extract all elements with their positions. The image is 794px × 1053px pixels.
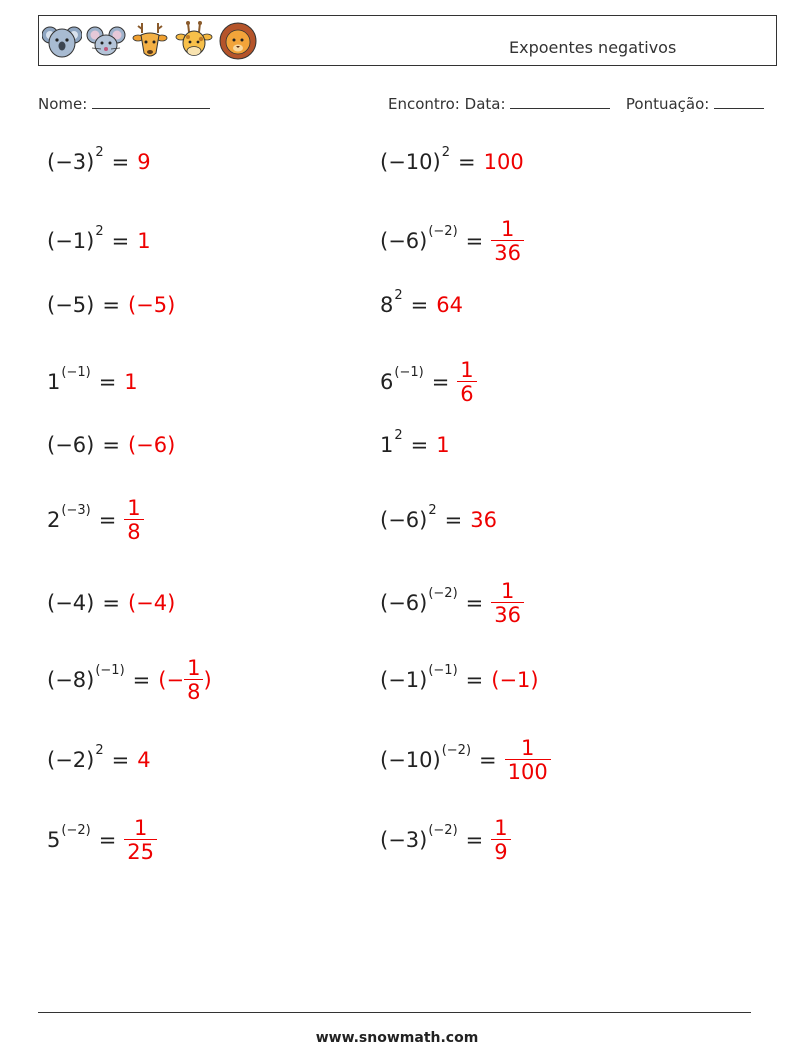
problem-answer: [491, 668, 538, 692]
problem-base: (−3): [380, 828, 428, 852]
problem-answer: [137, 150, 150, 174]
fraction-denominator: 36: [491, 602, 524, 626]
problem-item: [380, 573, 524, 633]
problem-item: [47, 650, 212, 710]
fraction-denominator: 9: [491, 839, 510, 863]
answer-fraction: [491, 580, 524, 626]
problem-answer: [137, 229, 150, 253]
problem-item: [380, 352, 477, 412]
problem-item: [47, 275, 175, 335]
worksheet-title: Expoentes negativos: [509, 38, 677, 57]
problem-answer: [457, 359, 476, 405]
koala-icon: [42, 19, 82, 63]
problem-base: (−5): [47, 293, 95, 317]
problem-base: (−2): [47, 748, 95, 772]
equals-sign: =: [102, 591, 120, 615]
fraction-numerator: 1: [500, 216, 515, 241]
problem-answer: [491, 218, 524, 264]
lion-icon: [218, 19, 258, 63]
answer-fraction: [124, 817, 157, 863]
fraction-denominator: 25: [124, 839, 157, 863]
equals-sign: =: [444, 508, 463, 532]
problem-base: 5: [47, 828, 61, 852]
answer-fraction: [491, 817, 510, 863]
problem-item: [47, 415, 175, 475]
fraction-denominator: 8: [184, 679, 203, 703]
fraction-numerator: 1: [494, 815, 508, 840]
problem-exponent: 2: [428, 502, 437, 518]
fraction-numerator: 1: [500, 578, 515, 603]
equals-sign: =: [111, 150, 130, 174]
answer-fraction: [457, 359, 476, 405]
equals-sign: =: [98, 370, 117, 394]
equals-sign: =: [98, 828, 117, 852]
answer-fraction: [505, 737, 551, 783]
fraction-denominator: 6: [457, 381, 476, 405]
problem-answer: [491, 580, 524, 626]
equals-sign: =: [431, 370, 450, 394]
problem-item: [380, 490, 497, 550]
equals-sign: =: [465, 668, 484, 692]
answer-value: 4: [137, 748, 151, 772]
fraction-denominator: 100: [505, 759, 551, 783]
score-label: Pontuação:: [625, 95, 710, 113]
problem-exponent: (−2): [428, 223, 458, 239]
giraffe-icon: [174, 19, 214, 63]
fraction-numerator: 1: [133, 815, 148, 840]
problem-item: [47, 730, 151, 790]
problem-base: (−1): [380, 668, 428, 692]
problem-exponent: (−1): [394, 364, 424, 380]
answer-suffix: ): [203, 668, 212, 692]
answer-value: 36: [470, 508, 497, 532]
problem-answer: [124, 370, 137, 394]
answer-value: (−4): [127, 591, 176, 615]
problem-base: 2: [47, 508, 61, 532]
problem-item: [47, 573, 175, 633]
answer-fraction: [184, 657, 203, 703]
fraction-numerator: 1: [127, 495, 141, 520]
problem-exponent: (−3): [61, 502, 91, 518]
animal-icons: [42, 19, 258, 63]
problem-exponent: 2: [95, 223, 104, 239]
problem-answer: [137, 748, 150, 772]
equals-sign: =: [132, 668, 151, 692]
problem-base: 6: [380, 370, 394, 394]
answer-value: (−5): [127, 293, 176, 317]
problem-answer: [505, 737, 551, 783]
name-field: [38, 94, 210, 113]
problem-base: (−6): [380, 508, 428, 532]
fraction-numerator: 1: [187, 655, 201, 680]
problem-answer: [128, 433, 175, 457]
problem-item: [380, 275, 463, 335]
mouse-icon: [86, 19, 126, 63]
problem-item: [380, 730, 551, 790]
name-label: Nome:: [38, 95, 88, 113]
fraction-numerator: 1: [520, 735, 535, 760]
problem-exponent: (−1): [95, 662, 125, 678]
problem-answer: [470, 508, 497, 532]
equals-sign: =: [465, 828, 484, 852]
problem-item: [47, 810, 157, 870]
encounter-label: Encontro:: [388, 95, 460, 113]
name-blank: [92, 94, 210, 109]
worksheet-header: [38, 15, 777, 66]
problem-exponent: 2: [441, 144, 450, 160]
answer-value: 100: [483, 150, 524, 174]
answer-value: (−1): [491, 668, 539, 692]
score-blank: [714, 94, 764, 109]
answer-prefix: (−: [158, 668, 185, 692]
equals-sign: =: [410, 433, 429, 457]
answer-value: 64: [436, 293, 463, 317]
problem-answer: [436, 433, 449, 457]
problem-exponent: 2: [394, 287, 403, 303]
problem-base: (−6): [380, 591, 428, 615]
problem-base: (−6): [47, 433, 95, 457]
problem-item: [47, 490, 144, 550]
date-label: Data:: [464, 95, 506, 113]
problem-exponent: (−2): [428, 822, 458, 838]
footer-url: www.snowmath.com: [315, 1030, 479, 1046]
problem-item: [47, 352, 138, 412]
equals-sign: =: [98, 508, 117, 532]
problem-base: (−8): [47, 668, 95, 692]
problem-item: [380, 211, 524, 271]
problem-exponent: (−2): [61, 822, 91, 838]
problem-answer: [128, 293, 175, 317]
answer-value: 1: [124, 370, 138, 394]
equals-sign: =: [465, 229, 484, 253]
problem-item: [380, 132, 524, 192]
date-blank: [510, 94, 610, 109]
answer-value: 1: [137, 229, 151, 253]
equals-sign: =: [111, 229, 130, 253]
problem-base: (−10): [380, 748, 441, 772]
problem-exponent: 2: [95, 742, 104, 758]
problem-item: [380, 650, 539, 710]
problem-answer: [124, 497, 143, 543]
problem-item: [47, 132, 151, 192]
problem-base: (−1): [47, 229, 95, 253]
problem-base: (−3): [47, 150, 95, 174]
fraction-denominator: 36: [491, 240, 524, 264]
problem-answer: [436, 293, 463, 317]
problem-exponent: (−2): [441, 742, 472, 758]
equals-sign: =: [102, 293, 120, 317]
answer-fraction: [491, 218, 524, 264]
answer-fraction: [124, 497, 143, 543]
problem-base: (−10): [380, 150, 441, 174]
deer-icon: [130, 19, 170, 63]
problem-item: [380, 415, 450, 475]
encounter-date-score: [388, 94, 764, 113]
problem-base: 8: [380, 293, 394, 317]
answer-value: 9: [137, 150, 151, 174]
answer-value: (−6): [127, 433, 176, 457]
problem-base: 1: [380, 433, 394, 457]
fraction-denominator: 8: [124, 519, 143, 543]
problem-base: 1: [47, 370, 61, 394]
equals-sign: =: [479, 748, 497, 772]
problem-answer: [128, 591, 175, 615]
problem-item: [380, 810, 511, 870]
equals-sign: =: [465, 591, 484, 615]
problem-base: (−4): [47, 591, 95, 615]
equals-sign: =: [410, 293, 429, 317]
equals-sign: =: [111, 748, 130, 772]
footer-divider: [38, 1012, 751, 1013]
problem-answer: [491, 817, 510, 863]
problem-exponent: (−1): [428, 662, 458, 678]
problem-exponent: (−1): [61, 364, 91, 380]
answer-value: 1: [436, 433, 450, 457]
problem-exponent: (−2): [428, 585, 458, 601]
equals-sign: =: [457, 150, 476, 174]
problem-exponent: 2: [394, 427, 403, 443]
problem-base: (−6): [380, 229, 428, 253]
equals-sign: =: [102, 433, 120, 457]
fraction-numerator: 1: [460, 357, 474, 382]
problem-answer: [158, 657, 211, 703]
problem-item: [47, 211, 151, 271]
problem-answer: [484, 150, 524, 174]
problem-answer: [124, 817, 157, 863]
problem-exponent: 2: [95, 144, 104, 160]
